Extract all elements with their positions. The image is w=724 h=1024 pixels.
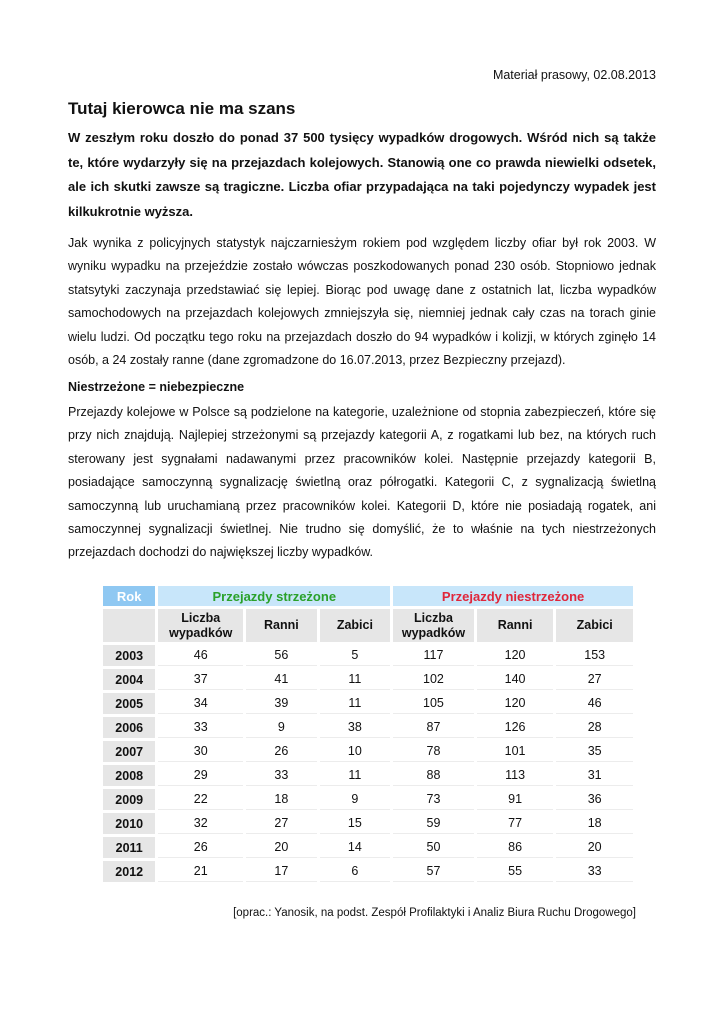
guarded-injured-cell: 9 bbox=[246, 717, 317, 738]
guarded-killed-cell: 11 bbox=[320, 693, 391, 714]
year-subheader-blank bbox=[103, 609, 155, 642]
unguarded-killed-cell: 153 bbox=[556, 645, 633, 666]
year-cell: 2007 bbox=[103, 741, 155, 762]
guarded-killed-cell: 11 bbox=[320, 765, 391, 786]
table-column-header bbox=[103, 609, 633, 642]
table-row bbox=[103, 813, 633, 834]
unguarded-killed-cell: 46 bbox=[556, 693, 633, 714]
table-group-header bbox=[103, 586, 633, 606]
guarded-killed-cell: 14 bbox=[320, 837, 391, 858]
guarded-accidents-header: Liczba wypadków bbox=[158, 609, 243, 642]
unguarded-accidents-cell: 78 bbox=[393, 741, 474, 762]
guarded-killed-cell: 10 bbox=[320, 741, 391, 762]
table-row bbox=[103, 765, 633, 786]
unguarded-accidents-cell: 88 bbox=[393, 765, 474, 786]
unguarded-killed-cell: 18 bbox=[556, 813, 633, 834]
guarded-accidents-cell: 30 bbox=[158, 741, 243, 762]
table-row bbox=[103, 789, 633, 810]
unguarded-killed-cell: 20 bbox=[556, 837, 633, 858]
table-row bbox=[103, 669, 633, 690]
guarded-injured-cell: 18 bbox=[246, 789, 317, 810]
unguarded-killed-cell: 31 bbox=[556, 765, 633, 786]
unguarded-injured-cell: 91 bbox=[477, 789, 554, 810]
guarded-injured-header: Ranni bbox=[246, 609, 317, 642]
unguarded-killed-cell: 28 bbox=[556, 717, 633, 738]
guarded-accidents-cell: 34 bbox=[158, 693, 243, 714]
unguarded-injured-cell: 113 bbox=[477, 765, 554, 786]
guarded-injured-cell: 17 bbox=[246, 861, 317, 882]
unguarded-injured-cell: 77 bbox=[477, 813, 554, 834]
unguarded-killed-cell: 35 bbox=[556, 741, 633, 762]
guarded-accidents-cell: 29 bbox=[158, 765, 243, 786]
article-title: Tutaj kierowca nie ma szans bbox=[68, 99, 296, 118]
guarded-killed-cell: 15 bbox=[320, 813, 391, 834]
guarded-accidents-cell: 46 bbox=[158, 645, 243, 666]
unguarded-injured-cell: 120 bbox=[477, 693, 554, 714]
unguarded-accidents-cell: 117 bbox=[393, 645, 474, 666]
year-cell: 2005 bbox=[103, 693, 155, 714]
guarded-killed-cell: 9 bbox=[320, 789, 391, 810]
guarded-injured-cell: 26 bbox=[246, 741, 317, 762]
unguarded-injured-cell: 101 bbox=[477, 741, 554, 762]
unguarded-accidents-cell: 50 bbox=[393, 837, 474, 858]
table-row bbox=[103, 741, 633, 762]
guarded-accidents-cell: 26 bbox=[158, 837, 243, 858]
unguarded-accidents-cell: 59 bbox=[393, 813, 474, 834]
press-date: Materiał prasowy, 02.08.2013 bbox=[492, 68, 656, 82]
year-cell: 2011 bbox=[103, 837, 155, 858]
year-cell: 2012 bbox=[103, 861, 155, 882]
year-cell: 2008 bbox=[103, 765, 155, 786]
table-row bbox=[103, 717, 633, 738]
unguarded-killed-cell: 27 bbox=[556, 669, 633, 690]
year-cell: 2006 bbox=[103, 717, 155, 738]
guarded-killed-cell: 5 bbox=[320, 645, 391, 666]
table-row bbox=[103, 861, 633, 882]
guarded-killed-cell: 11 bbox=[320, 669, 391, 690]
source-note: [oprac.: Yanosik, na podst. Zespół Profilaktyki i Analiz Biura Ruchu Drogowego] bbox=[233, 907, 636, 919]
guarded-killed-cell: 38 bbox=[320, 717, 391, 738]
year-cell: 2003 bbox=[103, 645, 155, 666]
unguarded-killed-cell: 36 bbox=[556, 789, 633, 810]
unguarded-accidents-cell: 87 bbox=[393, 717, 474, 738]
unguarded-injured-cell: 140 bbox=[477, 669, 554, 690]
unguarded-injured-header: Ranni bbox=[477, 609, 554, 642]
unguarded-accidents-header: Liczba wypadków bbox=[393, 609, 474, 642]
unguarded-accidents-cell: 73 bbox=[393, 789, 474, 810]
guarded-accidents-cell: 32 bbox=[158, 813, 243, 834]
section-heading: Niestrzeżone = niebezpieczne bbox=[68, 380, 245, 394]
unguarded-killed-cell: 33 bbox=[556, 861, 633, 882]
year-cell: 2010 bbox=[103, 813, 155, 834]
guarded-injured-cell: 20 bbox=[246, 837, 317, 858]
unguarded-accidents-cell: 102 bbox=[393, 669, 474, 690]
unguarded-crossings-header: Przejazdy niestrzeżone bbox=[393, 586, 633, 606]
guarded-injured-cell: 27 bbox=[246, 813, 317, 834]
body-paragraph-1: Jak wynika z policyjnych statystyk najczarniesżym rokiem pod względem liczby ofiar był rok 2003. W wyniku wypadku na przejeździe zostało wówczas poszkodowanych ponad 230 osób. Stopniowo jednak statsytyki zaczynaja przedstawiać się lepiej. Biorąc pod uwagę dane z ostatnich lat, liczba wypadków samochodowych na przejazdach kolejowych zmniejszyła się, niemniej jednak cały czas na torach ginie wielu ludzi. Od początku tego roku na przejazdach doszło do 94 wypadków i kolizji, w których zginęło 14 osób, a 24 zostały ranne (dane zgromadzone do 16.07.2013, przez Bezpieczny przejazd). bbox=[68, 236, 656, 368]
unguarded-injured-cell: 86 bbox=[477, 837, 554, 858]
guarded-accidents-cell: 21 bbox=[158, 861, 243, 882]
table-row bbox=[103, 645, 633, 666]
guarded-killed-cell: 6 bbox=[320, 861, 391, 882]
guarded-injured-cell: 33 bbox=[246, 765, 317, 786]
guarded-injured-cell: 39 bbox=[246, 693, 317, 714]
accidents-table bbox=[100, 583, 636, 885]
table-row bbox=[103, 837, 633, 858]
year-header: Rok bbox=[103, 586, 155, 606]
unguarded-injured-cell: 126 bbox=[477, 717, 554, 738]
unguarded-killed-header: Zabici bbox=[556, 609, 633, 642]
year-cell: 2009 bbox=[103, 789, 155, 810]
unguarded-injured-cell: 120 bbox=[477, 645, 554, 666]
guarded-accidents-cell: 22 bbox=[158, 789, 243, 810]
guarded-injured-cell: 41 bbox=[246, 669, 317, 690]
body-paragraph-2: Przejazdy kolejowe w Polsce są podzielone na kategorie, uzależnione od stopnia zabezpieczeń, które się przy nich znajdują. Najlepiej strzeżonymi są przejazdy kategorii A, z rogatkami lub bez, na których ruch sterowany jest sygnałami nadawanymi przez pracowników kolei. Następnie przejazdy kategorii B, posiadające samoczynną sygnalizację świetlną oraz półrogatki. Kategorii C, z sygnalizacją świetlną samoczynną lub uruchamianą przez pracowników kolei. Kategorii D, które nie posiadają rogatek, ani samoczynnej sygnalizacji świetlnej. Nie trudno się domyślić, że to właśnie na tych niestrzeżonych przejazdach dochodzi do największej liczby wypadków. bbox=[68, 405, 656, 560]
guarded-accidents-cell: 37 bbox=[158, 669, 243, 690]
year-cell: 2004 bbox=[103, 669, 155, 690]
guarded-injured-cell: 56 bbox=[246, 645, 317, 666]
guarded-crossings-header: Przejazdy strzeżone bbox=[158, 586, 390, 606]
lead-paragraph: W zeszłym roku doszło do ponad 37 500 tysięcy wypadków drogowych. Wśród nich są także te, które wydarzyły się na przejazdach kolejowych. Stanowią one co prawda niewielki odsetek, ale ich skutki zawsze są tragiczne. Liczba ofiar przypadająca na taki pojedynczy wypadek jest kilkukrotnie wyższa. bbox=[68, 130, 656, 219]
unguarded-injured-cell: 55 bbox=[477, 861, 554, 882]
table-row bbox=[103, 693, 633, 714]
guarded-accidents-cell: 33 bbox=[158, 717, 243, 738]
guarded-killed-header: Zabici bbox=[320, 609, 391, 642]
unguarded-accidents-cell: 105 bbox=[393, 693, 474, 714]
unguarded-accidents-cell: 57 bbox=[393, 861, 474, 882]
